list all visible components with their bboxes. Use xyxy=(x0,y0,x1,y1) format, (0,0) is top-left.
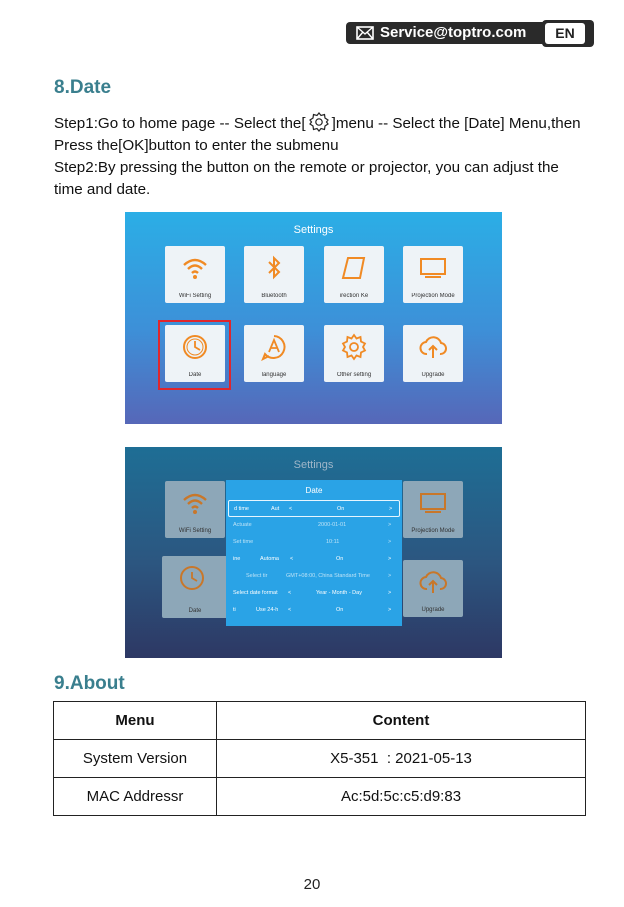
projection-screen-icon xyxy=(419,489,447,517)
table-cell-content: Ac:5d:5c:c5:d9:83 xyxy=(217,778,586,816)
table-row xyxy=(54,740,586,778)
chevron-left-icon: < xyxy=(290,556,294,562)
cloud-upgrade-icon xyxy=(419,333,447,361)
cloud-upgrade-icon xyxy=(419,568,447,596)
tile-label: Projection Mode xyxy=(411,293,455,299)
tile-label: Date xyxy=(188,372,202,378)
service-email: Service@toptro.com xyxy=(380,24,527,41)
bg-tile-projection-mode xyxy=(403,481,463,538)
section-title-about: 9.About xyxy=(54,673,125,694)
step1-text-b: ]menu -- Select the [Date] Menu,then Press the[OK]button to enter the submenu xyxy=(54,115,581,154)
tile-label: Bluetooth xyxy=(261,293,287,299)
chevron-left-icon: < xyxy=(289,506,293,512)
tile-projection-mode xyxy=(403,246,463,303)
row-label: ti xyxy=(233,607,236,613)
date-instructions xyxy=(54,111,584,201)
wifi-icon xyxy=(181,489,209,517)
tile-bluetooth xyxy=(244,246,304,303)
settings-title-dimmed: Settings xyxy=(293,459,334,471)
bg-tile-upgrade xyxy=(403,560,463,617)
dialog-row-date-format xyxy=(228,585,400,602)
tile-label: language xyxy=(261,372,287,378)
tile-upgrade xyxy=(403,325,463,382)
chevron-right-icon: > xyxy=(388,590,392,596)
row-value: GMT+08:00, China Standard Time xyxy=(286,573,370,579)
bg-tile-wifi xyxy=(165,481,225,538)
row-value: On xyxy=(337,506,345,512)
table-cell-menu: MAC Addressr xyxy=(54,778,217,816)
table-header-row xyxy=(54,702,586,740)
table-cell-content: X5-351 : 2021-05-13 xyxy=(217,740,586,778)
tile-label: Upgrade xyxy=(421,372,445,378)
dialog-row-set-time xyxy=(228,534,400,551)
chevron-right-icon: > xyxy=(389,506,393,512)
step1-text-a: Step1:Go to home page -- Select the[ xyxy=(54,115,306,132)
tile-label: Other setting xyxy=(336,372,372,378)
tile-label: Upgrade xyxy=(421,607,445,613)
tile-label: WiFi Setting xyxy=(178,293,212,299)
tile-label: WiFi Setting xyxy=(178,528,212,534)
header-badge xyxy=(346,20,598,47)
row-label: Select date format xyxy=(233,590,278,596)
row-label: d time xyxy=(234,506,249,512)
tile-label: Date xyxy=(188,608,202,614)
selection-highlight xyxy=(158,320,231,390)
row-label: ine xyxy=(233,556,241,562)
tile-label: Projection Mode xyxy=(411,528,455,534)
about-table xyxy=(53,701,586,816)
chevron-right-icon: > xyxy=(388,522,392,528)
dialog-row-auto-timezone xyxy=(228,551,400,568)
row-label: Set time xyxy=(233,539,254,545)
row-mode: Use 24-h xyxy=(256,607,279,613)
tile-language xyxy=(244,325,304,382)
chevron-right-icon: > xyxy=(388,539,392,545)
tile-other-setting xyxy=(324,325,384,382)
chevron-right-icon: > xyxy=(388,573,392,579)
dialog-row-select-timezone xyxy=(228,568,400,585)
date-dialog xyxy=(226,480,402,626)
settings-gear-icon xyxy=(308,111,330,133)
row-value: 2000-01-01 xyxy=(318,522,347,528)
table-cell-menu: System Version xyxy=(54,740,217,778)
language-badge xyxy=(542,20,594,47)
dialog-title: Date xyxy=(305,486,323,495)
row-value: Year - Month - Day xyxy=(316,590,362,596)
table-header-content: Content xyxy=(217,702,586,740)
step2-text: Step2:By pressing the button on the remote or projector, you can adjust the time and date. xyxy=(54,159,559,198)
row-value: 10:11 xyxy=(326,539,340,545)
row-label: Actuate xyxy=(233,522,252,528)
tile-label: irection Ke xyxy=(339,293,369,299)
row-label: Select tir xyxy=(246,573,268,579)
row-value: On xyxy=(336,556,344,562)
chevron-left-icon: < xyxy=(288,607,292,613)
tile-wifi xyxy=(165,246,225,303)
chevron-right-icon: > xyxy=(388,556,392,562)
service-email-pill xyxy=(346,22,546,44)
row-mode: Automa xyxy=(260,556,279,562)
table-row xyxy=(54,778,586,816)
tile-direction xyxy=(324,246,384,303)
language-code: EN xyxy=(545,23,585,44)
dialog-row-auto-time xyxy=(228,500,400,517)
bluetooth-icon xyxy=(260,254,288,282)
keystone-icon xyxy=(340,254,368,282)
dialog-row-24-hour xyxy=(228,602,400,619)
chevron-right-icon: > xyxy=(388,607,392,613)
bg-tile-date xyxy=(162,556,228,618)
settings-screenshot xyxy=(125,212,502,424)
chevron-left-icon: < xyxy=(288,590,292,596)
language-icon xyxy=(260,333,288,361)
dialog-row-set-date xyxy=(228,517,400,534)
gear-icon xyxy=(340,333,368,361)
wifi-icon xyxy=(181,254,209,282)
clock-icon xyxy=(178,564,206,592)
table-header-menu: Menu xyxy=(54,702,217,740)
page-number: 20 xyxy=(303,876,321,893)
row-value: On xyxy=(336,607,344,613)
settings-title: Settings xyxy=(293,224,334,236)
section-title-date: 8.Date xyxy=(54,77,112,98)
row-mode: Aut xyxy=(271,506,280,512)
projection-screen-icon xyxy=(419,254,447,282)
envelope-icon xyxy=(356,26,374,40)
